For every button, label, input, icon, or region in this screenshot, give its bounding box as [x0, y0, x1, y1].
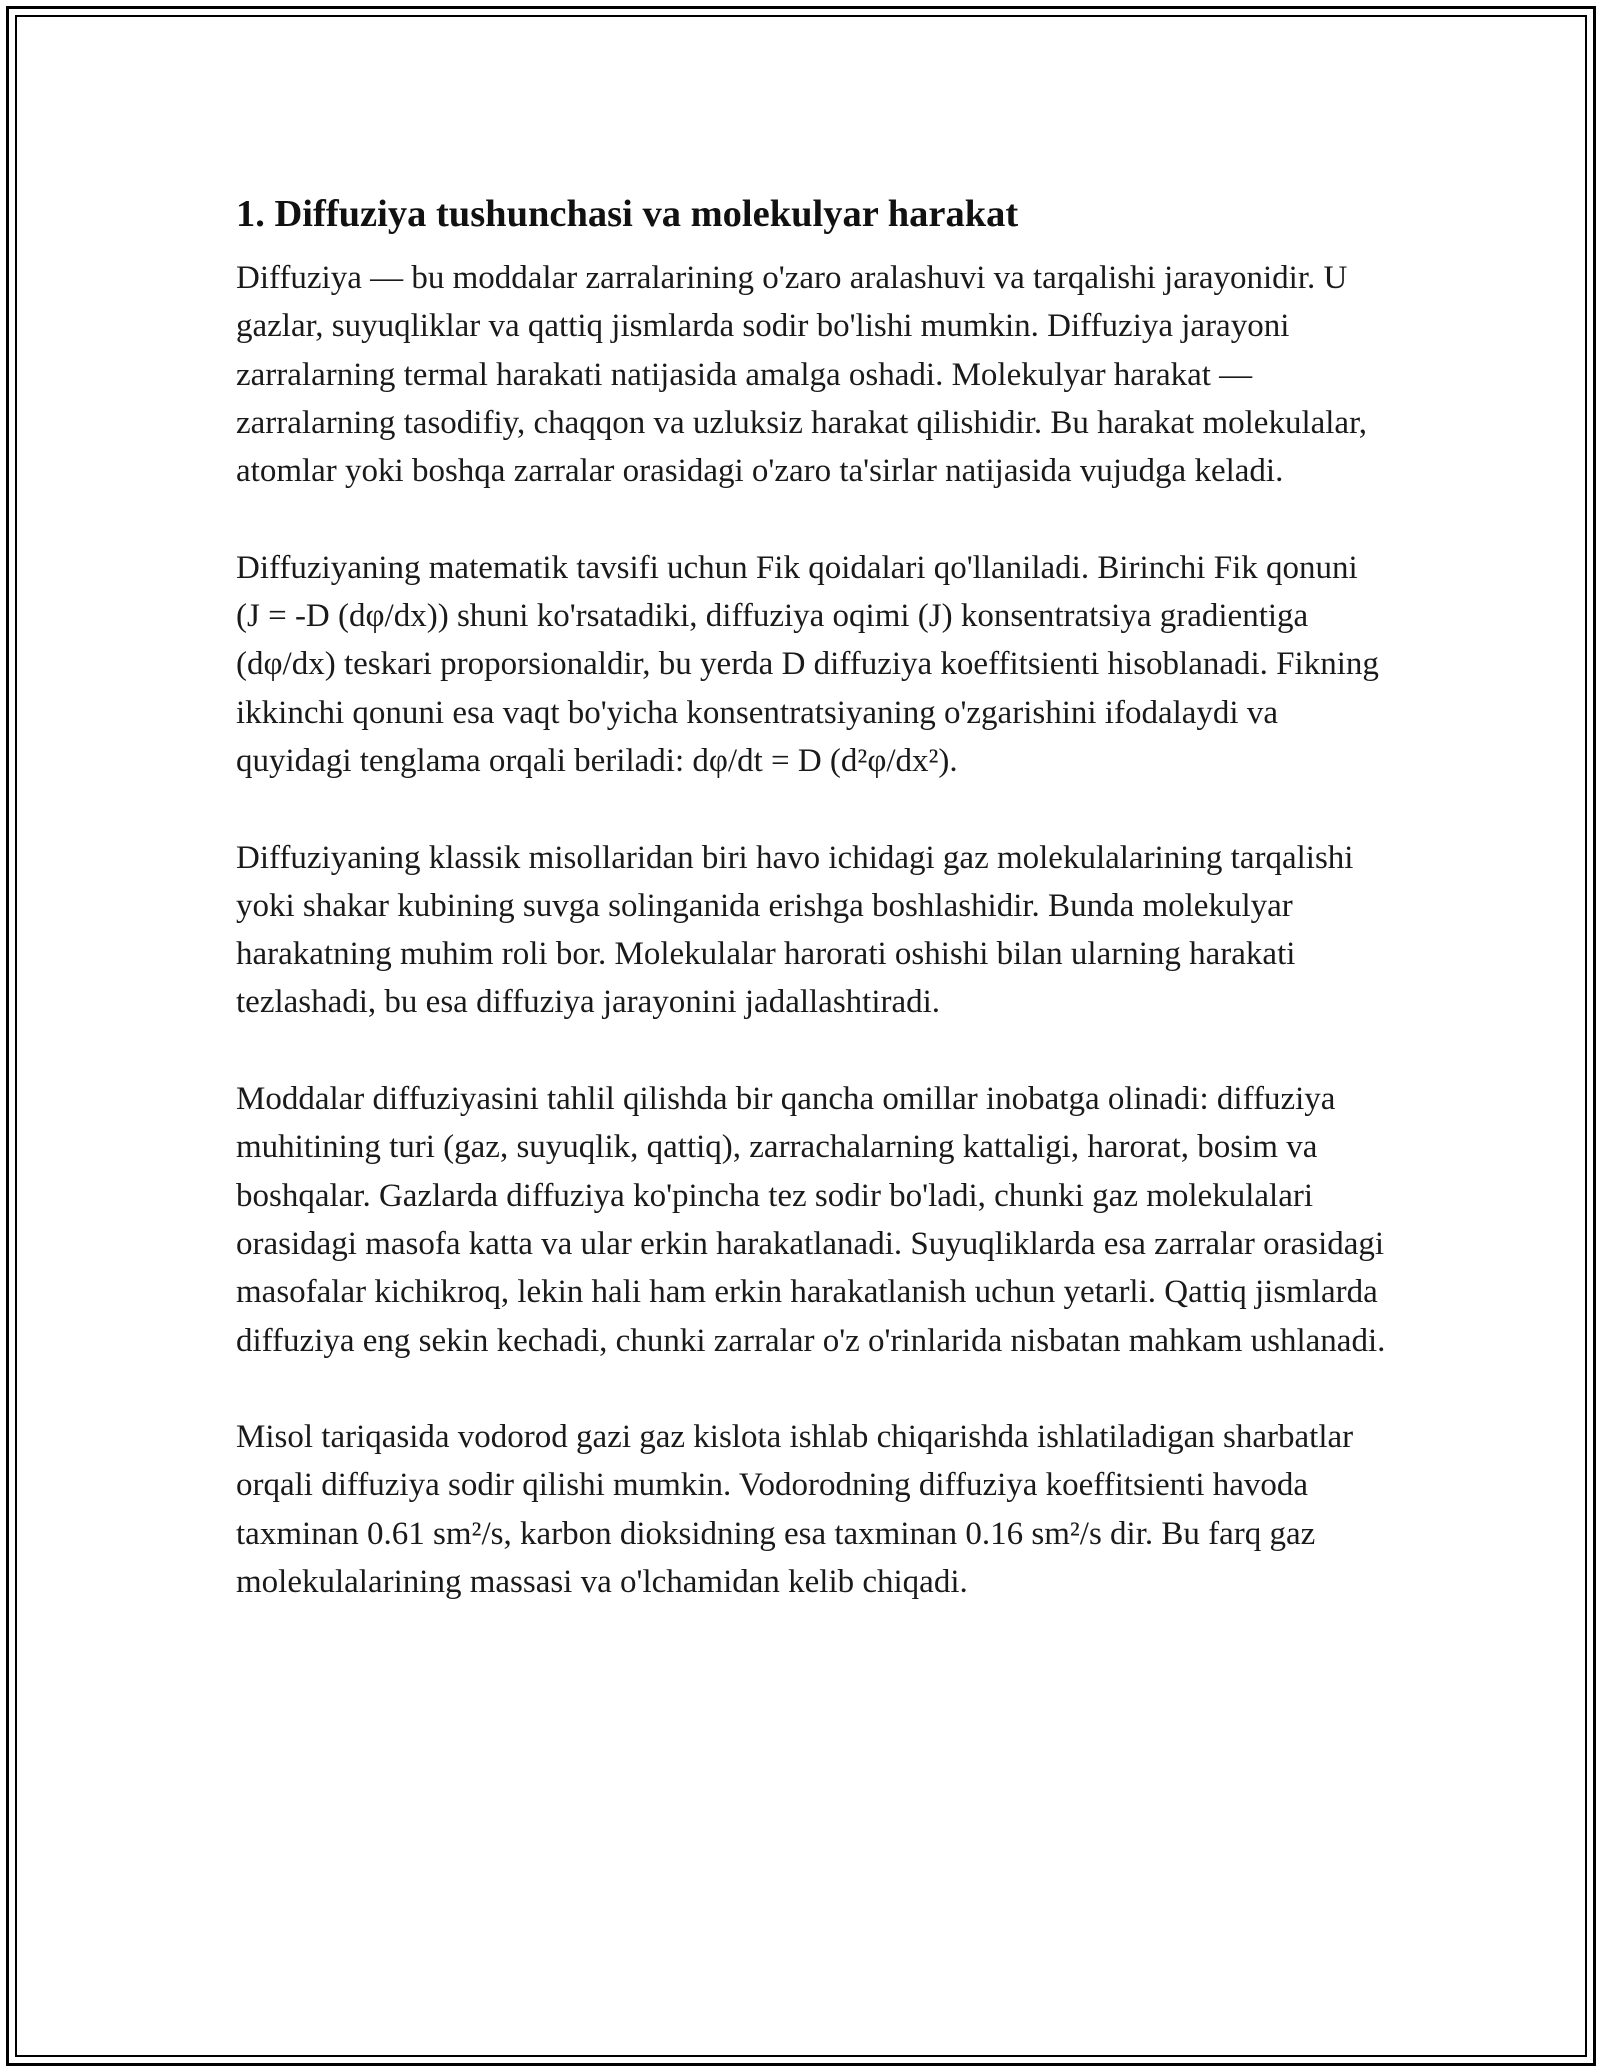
paragraph-factors: Moddalar diffuziyasini tahlil qilishda bir qancha omillar inobatga olinadi: diffuziya muhitining turi (gaz, suyuqlik, qattiq), zarrachalarning kattaligi, harorat, bosim va boshqalar. Gazlarda diffuziya ko'pincha tez sodir bo'ladi, chunki gaz molekulalari orasidagi masofa katta va ular erkin harakatlanadi. Suyuqliklarda esa zarralar orasidagi masofalar kichikroq, lekin hali ham erkin harakatlanish uchun yetarli. Qattiq jismlarda diffuziya eng sekin kechadi, chunki zarralar o'z o'rinlarida nisbatan mahkam ushlanadi.	[236, 1081, 1386, 1359]
document-body	[236, 188, 1386, 1655]
paragraph-definition: Diffuziya — bu moddalar zarralarining o'zaro aralashuvi va tarqalishi jarayonidir. U gazlar, suyuqliklar va qattiq jismlarda sodir bo'lishi mumkin. Diffuziya jarayoni zarralarning termal harakati natijasida amalga oshadi. Molekulyar harakat — zarralarning tasodifiy, chaqqon va uzluksiz harakat qilishidir. Bu harakat molekulalar, atomlar yoki boshqa zarralar orasidagi o'zaro ta'sirlar natijasida vujudga keladi.	[236, 260, 1367, 490]
section-heading: 1. Diffuziya tushunchasi va molekulyar harakat	[236, 193, 1019, 235]
paragraph-coefficients: Misol tariqasida vodorod gazi gaz kislota ishlab chiqarishda ishlatiladigan sharbatlar orqali diffuziya sodir qilishi mumkin. Vodorodning diffuziya koeffitsienti havoda taxminan 0.61 sm²/s, karbon dioksidning esa taxminan 0.16 sm²/s dir. Bu farq gaz molekulalarining massasi va o'lchamidan kelib chiqadi.	[236, 1419, 1354, 1601]
paragraph-fick-laws: Diffuziyaning matematik tavsifi uchun Fik qoidalari qo'llaniladi. Birinchi Fik qonuni (J = -D (dφ/dx)) shuni ko'rsatadiki, diffuziya oqimi (J) konsentratsiya gradientiga (dφ/dx) teskari proporsionaldir, bu yerda D diffuziya koeffitsienti hisoblanadi. Fikning ikkinchi qonuni esa vaqt bo'yicha konsentratsiyaning o'zgarishini ifodalaydi va quyidagi tenglama orqali beriladi: dφ/dt = D (d²φ/dx²).	[236, 549, 1379, 779]
paragraph-classic-examples: Diffuziyaning klassik misollaridan biri havo ichidagi gaz molekulalarining tarqalishi yoki shakar kubining suvga solinganida erishga boshlashidir. Bunda molekulyar harakatning muhim roli bor. Molekulalar harorati oshishi bilan ularning harakati tezlashadi, bu esa diffuziya jarayonini jadallashtiradi.	[236, 839, 1354, 1021]
